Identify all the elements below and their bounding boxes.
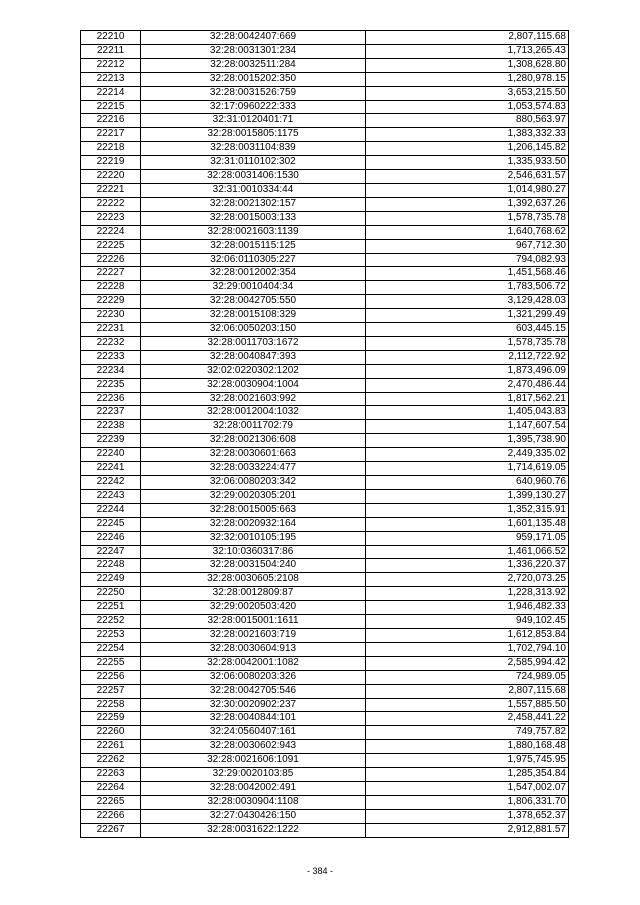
row-number-cell: 22267: [81, 823, 141, 837]
row-number-cell: 22217: [81, 128, 141, 142]
table-row: [81, 114, 569, 128]
row-number-cell: 22225: [81, 239, 141, 253]
cadastral-number-cell: 32:28:0030904:1004: [141, 378, 366, 392]
value-cell: 1,395,738.90: [366, 434, 569, 448]
row-number-cell: 22244: [81, 503, 141, 517]
row-number-cell: 22256: [81, 670, 141, 684]
row-number-cell: 22216: [81, 114, 141, 128]
row-number-cell: 22213: [81, 72, 141, 86]
table-row: [81, 628, 569, 642]
table-row: [81, 587, 569, 601]
value-cell: 1,873,496.09: [366, 364, 569, 378]
table-row: [81, 768, 569, 782]
table-row: [81, 364, 569, 378]
value-cell: 3,653,215.50: [366, 86, 569, 100]
value-cell: 1,975,745.95: [366, 754, 569, 768]
cadastral-number-cell: 32:28:0015115:125: [141, 239, 366, 253]
cadastral-number-cell: 32:28:0042001:1082: [141, 656, 366, 670]
cadastral-number-cell: 32:28:0040847:393: [141, 350, 366, 364]
cadastral-number-cell: 32:28:0042407:669: [141, 31, 366, 45]
value-cell: 2,912,881.57: [366, 823, 569, 837]
value-cell: 1,392,637.26: [366, 197, 569, 211]
table-row: [81, 489, 569, 503]
value-cell: 1,612,853.84: [366, 628, 569, 642]
row-number-cell: 22235: [81, 378, 141, 392]
value-cell: 2,458,441.22: [366, 712, 569, 726]
table-row: [81, 809, 569, 823]
cadastral-number-cell: 32:28:0031104:839: [141, 142, 366, 156]
value-cell: 1,352,315.91: [366, 503, 569, 517]
table-row: [81, 517, 569, 531]
cadastral-number-cell: 32:28:0015003:133: [141, 211, 366, 225]
row-number-cell: 22253: [81, 628, 141, 642]
row-number-cell: 22230: [81, 309, 141, 323]
cadastral-number-cell: 32:28:0020932:164: [141, 517, 366, 531]
table-row: [81, 545, 569, 559]
row-number-cell: 22236: [81, 392, 141, 406]
row-number-cell: 22211: [81, 44, 141, 58]
table-row: [81, 128, 569, 142]
value-cell: 949,102.45: [366, 615, 569, 629]
table-row: [81, 197, 569, 211]
cadastral-number-cell: 32:28:0021606:1091: [141, 754, 366, 768]
value-cell: 724,989.05: [366, 670, 569, 684]
row-number-cell: 22243: [81, 489, 141, 503]
row-number-cell: 22266: [81, 809, 141, 823]
table-row: [81, 712, 569, 726]
value-cell: 1,336,220.37: [366, 559, 569, 573]
cadastral-number-cell: 32:06:0110305:227: [141, 253, 366, 267]
table-row: [81, 211, 569, 225]
cadastral-number-cell: 32:32:0010105:195: [141, 531, 366, 545]
value-cell: 1,280,978.15: [366, 72, 569, 86]
cadastral-number-cell: 32:17:0960222:333: [141, 100, 366, 114]
cadastral-number-cell: 32:28:0032511:284: [141, 58, 366, 72]
row-number-cell: 22257: [81, 684, 141, 698]
table-row: [81, 309, 569, 323]
row-number-cell: 22241: [81, 462, 141, 476]
row-number-cell: 22237: [81, 406, 141, 420]
value-cell: 1,378,652.37: [366, 809, 569, 823]
table-row: [81, 378, 569, 392]
table-row: [81, 656, 569, 670]
value-cell: 880,563.97: [366, 114, 569, 128]
row-number-cell: 22218: [81, 142, 141, 156]
row-number-cell: 22228: [81, 281, 141, 295]
row-number-cell: 22254: [81, 642, 141, 656]
value-cell: 1,547,002.07: [366, 781, 569, 795]
table-row: [81, 170, 569, 184]
table-row: [81, 31, 569, 45]
cadastral-number-cell: 32:28:0021603:1139: [141, 225, 366, 239]
row-number-cell: 22214: [81, 86, 141, 100]
value-cell: 1,640,768.62: [366, 225, 569, 239]
table-row: [81, 44, 569, 58]
cadastral-number-cell: 32:28:0015001:1611: [141, 615, 366, 629]
value-cell: 1,053,574.83: [366, 100, 569, 114]
table-row: [81, 225, 569, 239]
value-cell: 967,712.30: [366, 239, 569, 253]
table-row: [81, 670, 569, 684]
table-row: [81, 72, 569, 86]
value-cell: 1,880,168.48: [366, 740, 569, 754]
page-number: - 384 -: [306, 866, 333, 876]
cadastral-number-cell: 32:28:0021306:608: [141, 434, 366, 448]
cadastral-number-cell: 32:28:0011703:1672: [141, 336, 366, 350]
table-row: [81, 740, 569, 754]
row-number-cell: 22227: [81, 267, 141, 281]
value-cell: 1,461,066.52: [366, 545, 569, 559]
cadastral-number-cell: 32:31:0110102:302: [141, 156, 366, 170]
value-cell: 749,757.82: [366, 726, 569, 740]
value-cell: 1,713,265.43: [366, 44, 569, 58]
value-cell: 603,445.15: [366, 323, 569, 337]
value-cell: 1,557,885.50: [366, 698, 569, 712]
cadastral-number-cell: 32:28:0021603:719: [141, 628, 366, 642]
cadastral-number-cell: 32:06:0080203:342: [141, 476, 366, 490]
value-cell: 1,578,735.78: [366, 336, 569, 350]
table-row: [81, 267, 569, 281]
value-cell: 1,321,299.49: [366, 309, 569, 323]
row-number-cell: 22259: [81, 712, 141, 726]
row-number-cell: 22233: [81, 350, 141, 364]
table-row: [81, 559, 569, 573]
table-row: [81, 573, 569, 587]
row-number-cell: 22265: [81, 795, 141, 809]
table-row: [81, 253, 569, 267]
row-number-cell: 22219: [81, 156, 141, 170]
table-row: [81, 795, 569, 809]
value-cell: 1,601,135.48: [366, 517, 569, 531]
cadastral-number-cell: 32:28:0030602:943: [141, 740, 366, 754]
table-row: [81, 336, 569, 350]
cadastral-number-cell: 32:28:0015805:1175: [141, 128, 366, 142]
table-row: [81, 100, 569, 114]
value-cell: 2,807,115.68: [366, 31, 569, 45]
table-row: [81, 183, 569, 197]
table-row: [81, 239, 569, 253]
cadastral-number-cell: 32:27:0430426:150: [141, 809, 366, 823]
table-row: [81, 476, 569, 490]
table-row: [81, 420, 569, 434]
cadastral-number-cell: 32:28:0030605:2108: [141, 573, 366, 587]
value-cell: 1,806,331.70: [366, 795, 569, 809]
row-number-cell: 22249: [81, 573, 141, 587]
table-row: [81, 434, 569, 448]
table-row: [81, 754, 569, 768]
value-cell: 959,171.05: [366, 531, 569, 545]
row-number-cell: 22252: [81, 615, 141, 629]
row-number-cell: 22212: [81, 58, 141, 72]
cadastral-number-cell: 32:29:0020503:420: [141, 601, 366, 615]
cadastral-number-cell: 32:28:0030904:1108: [141, 795, 366, 809]
cadastral-number-cell: 32:31:0120401:71: [141, 114, 366, 128]
table-row: [81, 448, 569, 462]
value-cell: 794,082.93: [366, 253, 569, 267]
row-number-cell: 22210: [81, 31, 141, 45]
cadastral-number-cell: 32:28:0042705:550: [141, 295, 366, 309]
cadastral-number-cell: 32:29:0010404:34: [141, 281, 366, 295]
value-cell: 1,147,607.54: [366, 420, 569, 434]
cadastral-number-cell: 32:28:0015005:663: [141, 503, 366, 517]
table-row: [81, 531, 569, 545]
value-cell: 1,014,980.27: [366, 183, 569, 197]
cadastral-number-cell: 32:06:0080203:326: [141, 670, 366, 684]
table-row: [81, 142, 569, 156]
value-cell: 1,714,619.05: [366, 462, 569, 476]
cadastral-number-cell: 32:28:0031406:1530: [141, 170, 366, 184]
document-page: [80, 30, 569, 838]
row-number-cell: 22247: [81, 545, 141, 559]
table-row: [81, 392, 569, 406]
table-row: [81, 295, 569, 309]
cadastral-number-cell: 32:28:0015202:350: [141, 72, 366, 86]
cadastral-number-cell: 32:28:0015108:329: [141, 309, 366, 323]
row-number-cell: 22226: [81, 253, 141, 267]
table-row: [81, 406, 569, 420]
table-row: [81, 323, 569, 337]
cadastral-number-cell: 32:28:0012004:1032: [141, 406, 366, 420]
value-cell: 2,720,073.25: [366, 573, 569, 587]
table-row: [81, 281, 569, 295]
row-number-cell: 22262: [81, 754, 141, 768]
table-row: [81, 156, 569, 170]
row-number-cell: 22251: [81, 601, 141, 615]
table-row: [81, 698, 569, 712]
cadastral-number-cell: 32:29:0020305:201: [141, 489, 366, 503]
table-row: [81, 350, 569, 364]
cadastral-number-cell: 32:29:0020103:85: [141, 768, 366, 782]
row-number-cell: 22258: [81, 698, 141, 712]
value-cell: 1,578,735.78: [366, 211, 569, 225]
table-row: [81, 503, 569, 517]
value-cell: 1,335,933.50: [366, 156, 569, 170]
cadastral-value-table: [80, 30, 569, 838]
cadastral-number-cell: 32:28:0031301:234: [141, 44, 366, 58]
value-cell: 3,129,428.03: [366, 295, 569, 309]
row-number-cell: 22255: [81, 656, 141, 670]
row-number-cell: 22261: [81, 740, 141, 754]
table-row: [81, 726, 569, 740]
cadastral-number-cell: 32:31:0010334:44: [141, 183, 366, 197]
value-cell: 1,783,506.72: [366, 281, 569, 295]
table-row: [81, 642, 569, 656]
value-cell: 1,206,145.82: [366, 142, 569, 156]
row-number-cell: 22260: [81, 726, 141, 740]
value-cell: 1,308,628.80: [366, 58, 569, 72]
value-cell: 1,702,794.10: [366, 642, 569, 656]
cadastral-number-cell: 32:28:0031526:759: [141, 86, 366, 100]
value-cell: 1,405,043.83: [366, 406, 569, 420]
value-cell: 1,817,562.21: [366, 392, 569, 406]
cadastral-number-cell: 32:28:0021302:157: [141, 197, 366, 211]
row-number-cell: 22229: [81, 295, 141, 309]
cadastral-number-cell: 32:28:0031622:1222: [141, 823, 366, 837]
row-number-cell: 22239: [81, 434, 141, 448]
row-number-cell: 22222: [81, 197, 141, 211]
cadastral-number-cell: 32:02:0220302:1202: [141, 364, 366, 378]
row-number-cell: 22220: [81, 170, 141, 184]
cadastral-number-cell: 32:28:0021603:992: [141, 392, 366, 406]
row-number-cell: 22240: [81, 448, 141, 462]
row-number-cell: 22231: [81, 323, 141, 337]
table-row: [81, 615, 569, 629]
cadastral-number-cell: 32:28:0042705:546: [141, 684, 366, 698]
value-cell: 640,960.76: [366, 476, 569, 490]
row-number-cell: 22264: [81, 781, 141, 795]
table-row: [81, 684, 569, 698]
value-cell: 1,946,482.33: [366, 601, 569, 615]
row-number-cell: 22246: [81, 531, 141, 545]
row-number-cell: 22221: [81, 183, 141, 197]
table-row: [81, 58, 569, 72]
cadastral-number-cell: 32:24:0560407:161: [141, 726, 366, 740]
row-number-cell: 22248: [81, 559, 141, 573]
row-number-cell: 22250: [81, 587, 141, 601]
cadastral-number-cell: 32:28:0031504:240: [141, 559, 366, 573]
row-number-cell: 22224: [81, 225, 141, 239]
cadastral-number-cell: 32:10:0360317:86: [141, 545, 366, 559]
value-cell: 1,451,568.46: [366, 267, 569, 281]
row-number-cell: 22242: [81, 476, 141, 490]
row-number-cell: 22223: [81, 211, 141, 225]
value-cell: 1,228,313.92: [366, 587, 569, 601]
cadastral-number-cell: 32:28:0040844:101: [141, 712, 366, 726]
value-cell: 1,383,332.33: [366, 128, 569, 142]
table-row: [81, 86, 569, 100]
table-body: [81, 31, 569, 838]
row-number-cell: 22234: [81, 364, 141, 378]
table-row: [81, 781, 569, 795]
cadastral-number-cell: 32:06:0050203:150: [141, 323, 366, 337]
value-cell: 2,585,994.42: [366, 656, 569, 670]
table-row: [81, 823, 569, 837]
value-cell: 2,112,722.92: [366, 350, 569, 364]
value-cell: 1,285,354.84: [366, 768, 569, 782]
cadastral-number-cell: 32:28:0012809:87: [141, 587, 366, 601]
table-row: [81, 462, 569, 476]
cadastral-number-cell: 32:28:0030601:663: [141, 448, 366, 462]
cadastral-number-cell: 32:28:0030604:913: [141, 642, 366, 656]
value-cell: 2,807,115.68: [366, 684, 569, 698]
value-cell: 2,546,631.57: [366, 170, 569, 184]
cadastral-number-cell: 32:28:0033224:477: [141, 462, 366, 476]
cadastral-number-cell: 32:28:0011702:79: [141, 420, 366, 434]
value-cell: 1,399,130.27: [366, 489, 569, 503]
value-cell: 2,449,335.02: [366, 448, 569, 462]
cadastral-number-cell: 32:28:0042002:491: [141, 781, 366, 795]
row-number-cell: 22215: [81, 100, 141, 114]
cadastral-number-cell: 32:28:0012002:354: [141, 267, 366, 281]
value-cell: 2,470,486.44: [366, 378, 569, 392]
row-number-cell: 22238: [81, 420, 141, 434]
cadastral-number-cell: 32:30:0020902:237: [141, 698, 366, 712]
row-number-cell: 22263: [81, 768, 141, 782]
row-number-cell: 22232: [81, 336, 141, 350]
row-number-cell: 22245: [81, 517, 141, 531]
table-row: [81, 601, 569, 615]
